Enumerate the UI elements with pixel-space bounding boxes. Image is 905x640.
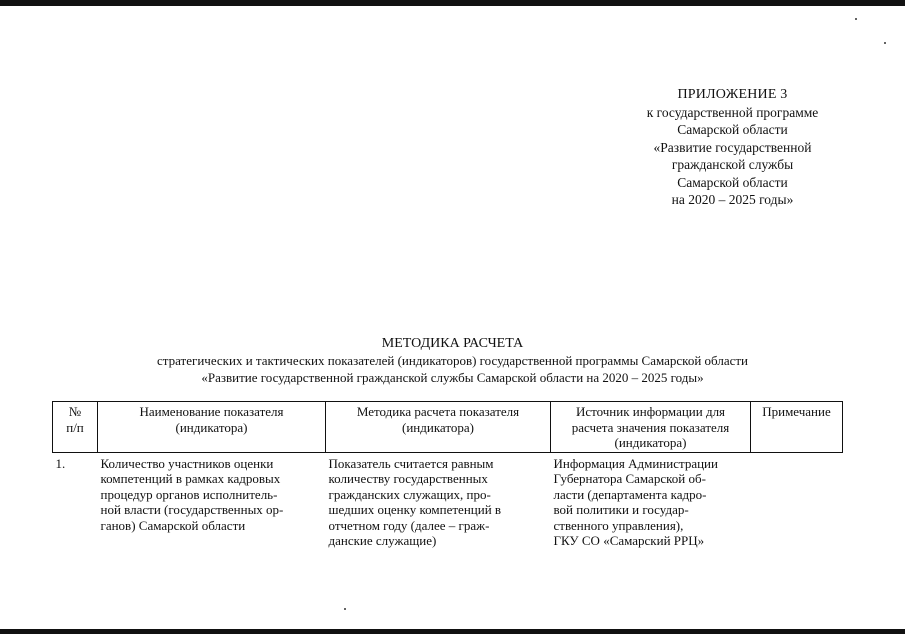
appendix-line: гражданской службы	[671, 157, 794, 172]
appendix-line: «Развитие государственной	[653, 139, 812, 155]
row-calculation-method: Показатель считается равным количеству государственных гражданских служащих, про- шедших оценку компетенций в отчетном году (далее – граж- данские служащие)	[328, 455, 502, 548]
row-note	[751, 452, 843, 549]
methodology-heading	[40, 335, 865, 386]
methodology-subtitle: стратегических и тактических показателей (индикаторов) государственной программы Самарской области	[157, 353, 748, 368]
header-number: № п/п	[53, 402, 98, 453]
scan-speck	[855, 18, 857, 20]
appendix-line: к государственной программе	[646, 104, 819, 120]
appendix-block	[600, 86, 865, 209]
scan-speck	[344, 608, 346, 610]
header-note: Примечание	[751, 402, 843, 453]
indicator-table	[52, 401, 843, 549]
appendix-line: на 2020 – 2025 годы»	[671, 192, 794, 207]
row-information-source: Информация Администрации Губернатора Самарской об- ласти (департамента кадро- вой политики и государ- ственного управления), ГКУ СО «Самарский РРЦ»	[553, 455, 718, 548]
scan-speck	[884, 42, 886, 44]
header-calculation-method: Методика расчета показателя (индикатора)	[326, 402, 551, 453]
appendix-line: Самарской области	[677, 174, 788, 190]
methodology-title: МЕТОДИКА РАСЧЕТА	[381, 336, 524, 351]
header-information-source: Источник информации для расчета значения показателя (индикатора)	[551, 402, 751, 453]
row-indicator-name: Количество участников оценки компетенций в рамках кадровых процедур органов исполнитель- ной власти (государственных ор- ганов) Самарской области	[100, 455, 284, 533]
table-row	[53, 452, 843, 549]
table-header-row	[53, 402, 843, 453]
appendix-title: ПРИЛОЖЕНИЕ 3	[677, 87, 788, 102]
scan-border-bottom	[0, 629, 905, 634]
appendix-line: Самарской области	[677, 122, 788, 137]
scan-border-top	[0, 0, 905, 6]
methodology-subtitle: «Развитие государственной гражданской службы Самарской области на 2020 – 2025 годы»	[201, 370, 704, 385]
row-number: 1.	[55, 455, 66, 471]
header-indicator-name: Наименование показателя (индикатора)	[98, 402, 326, 453]
